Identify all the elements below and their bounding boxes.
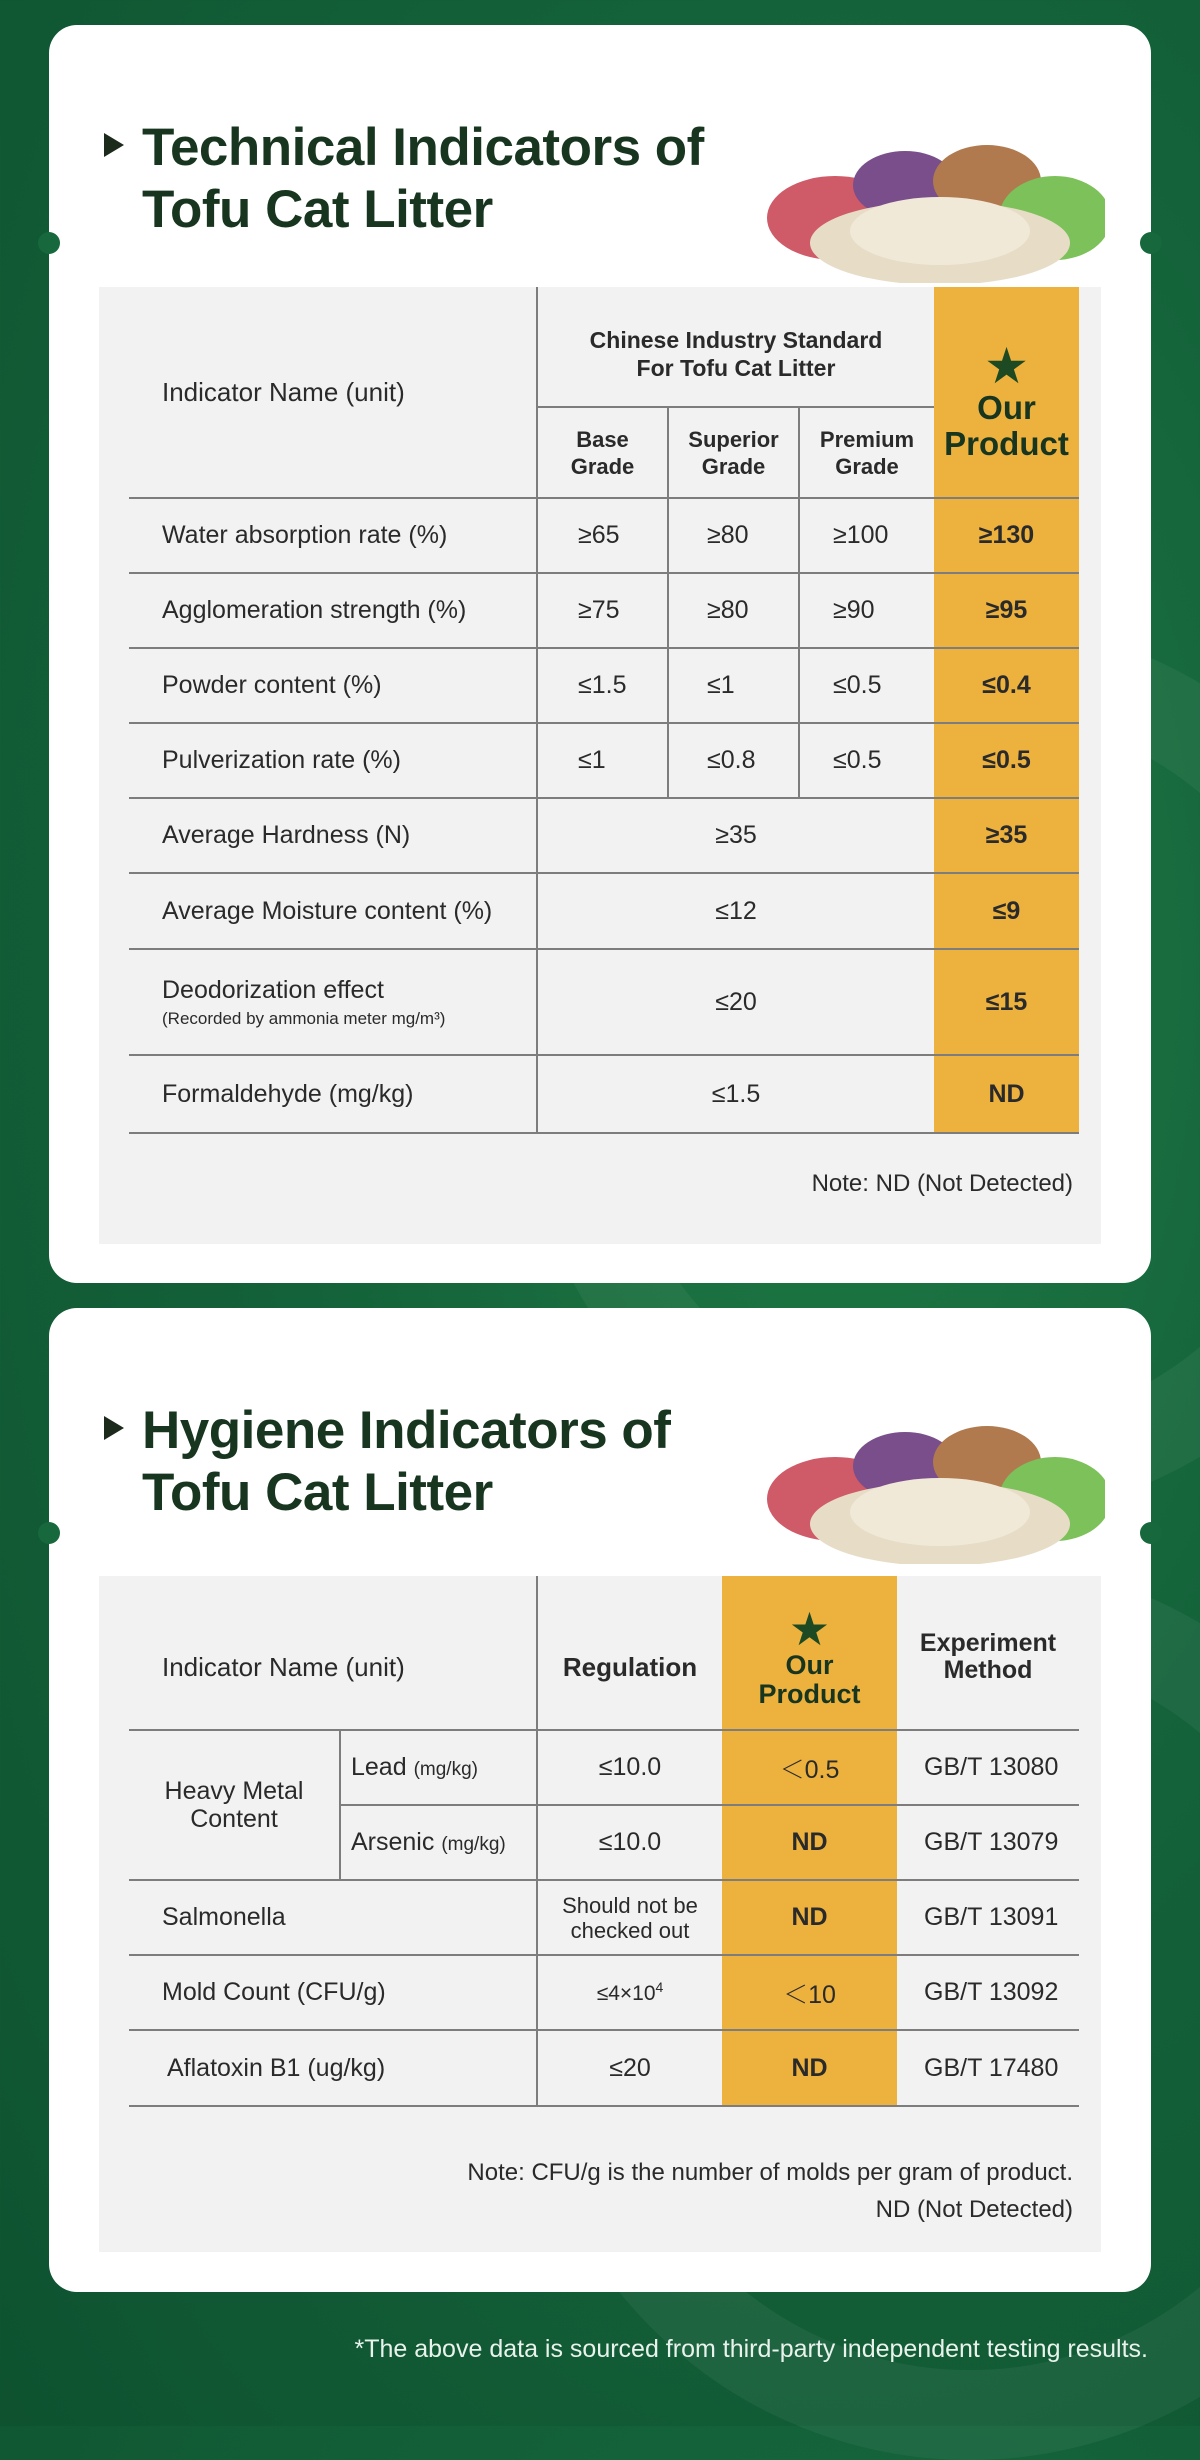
lead-regulation: ≤10.0 bbox=[537, 1730, 722, 1805]
row-base: ≤1 bbox=[537, 723, 668, 798]
card-notch bbox=[1140, 232, 1162, 254]
table-row bbox=[129, 1055, 1079, 1133]
cat-litter-pile-image bbox=[765, 1404, 1105, 1564]
heavy-metal-label: Heavy Metal Content bbox=[129, 1730, 340, 1880]
lead-method: GB/T 13080 bbox=[897, 1730, 1079, 1805]
row-premium: ≤0.5 bbox=[799, 648, 934, 723]
header-base-grade: Base Grade bbox=[537, 407, 668, 498]
hygiene-table-panel bbox=[99, 1576, 1101, 2252]
row-premium: ≥100 bbox=[799, 498, 934, 573]
hygiene-title-line1: Hygiene Indicators of bbox=[142, 1401, 671, 1460]
technical-note: Note: ND (Not Detected) bbox=[811, 1170, 1073, 1197]
table-row bbox=[129, 648, 1079, 723]
arsenic-our-value: ND bbox=[722, 1805, 897, 1880]
table-row bbox=[129, 1880, 1079, 1955]
header-experiment-method: Experiment Method bbox=[897, 1576, 1079, 1730]
table-row bbox=[129, 2030, 1079, 2106]
salmonella-regulation: Should not be checked out bbox=[537, 1880, 722, 1955]
header-our-product: ★ Our Product bbox=[722, 1576, 897, 1730]
row-superior: ≥80 bbox=[668, 573, 799, 648]
row-name: Average Moisture content (%) bbox=[129, 873, 537, 949]
row-standard: ≥35 bbox=[537, 798, 934, 873]
hygiene-indicators-card bbox=[49, 1308, 1151, 2292]
table-row bbox=[129, 798, 1079, 873]
header-industry-standard: Chinese Industry Standard For Tofu Cat Litter bbox=[537, 287, 934, 407]
technical-title-line1: Technical Indicators of bbox=[142, 118, 704, 177]
row-name: Powder content (%) bbox=[129, 648, 537, 723]
table-row bbox=[129, 573, 1079, 648]
row-name: Formaldehyde (mg/kg) bbox=[129, 1055, 537, 1133]
header-premium-grade: Premium Grade bbox=[799, 407, 934, 498]
row-name: Water absorption rate (%) bbox=[129, 498, 537, 573]
table-row bbox=[129, 498, 1079, 573]
card-notch bbox=[38, 1522, 60, 1544]
aflatoxin-our-value: ND bbox=[722, 2030, 897, 2106]
technical-table bbox=[129, 287, 1079, 1134]
header-superior-grade: Superior Grade bbox=[668, 407, 799, 498]
row-our-value: ≥35 bbox=[934, 798, 1079, 873]
row-name: Pulverization rate (%) bbox=[129, 723, 537, 798]
aflatoxin-method: GB/T 17480 bbox=[897, 2030, 1079, 2106]
row-our-value: ND bbox=[934, 1055, 1079, 1133]
row-our-value: ≤9 bbox=[934, 873, 1079, 949]
hygiene-note: Note: CFU/g is the number of molds per gram of product. ND (Not Detected) bbox=[467, 2159, 1073, 2223]
row-base: ≤1.5 bbox=[537, 648, 668, 723]
row-base: ≥75 bbox=[537, 573, 668, 648]
mold-regulation: $\le 4\times 10^4$ bbox=[537, 1955, 722, 2030]
salmonella-our-value: ND bbox=[722, 1880, 897, 1955]
row-standard: ≤12 bbox=[537, 873, 934, 949]
lead-name: Lead (mg/kg) bbox=[340, 1730, 537, 1805]
header-indicator-name: Indicator Name (unit) bbox=[129, 287, 537, 498]
technical-title bbox=[104, 117, 704, 241]
row-superior: ≤1 bbox=[668, 648, 799, 723]
salmonella-method: GB/T 13091 bbox=[897, 1880, 1079, 1955]
card-notch bbox=[1140, 1522, 1162, 1544]
row-base: ≥65 bbox=[537, 498, 668, 573]
row-our-value: ≥130 bbox=[934, 498, 1079, 573]
table-row bbox=[129, 1730, 1079, 1805]
star-icon: ★ bbox=[788, 1602, 831, 1655]
star-icon: ★ bbox=[984, 338, 1029, 394]
row-superior: ≥80 bbox=[668, 498, 799, 573]
row-name: Agglomeration strength (%) bbox=[129, 573, 537, 648]
table-row bbox=[129, 873, 1079, 949]
hygiene-title-line2: Tofu Cat Litter bbox=[142, 1463, 493, 1522]
cat-litter-pile-image bbox=[765, 123, 1105, 283]
technical-indicators-card bbox=[49, 25, 1151, 1283]
aflatoxin-regulation: ≤20 bbox=[537, 2030, 722, 2106]
triangle-bullet-icon bbox=[104, 1416, 124, 1440]
data-source-footnote: *The above data is sourced from third-party independent testing results. bbox=[354, 2335, 1148, 2363]
row-name: Deodorization effect (Recorded by ammonia meter mg/m³) bbox=[129, 949, 537, 1055]
aflatoxin-name: Aflatoxin B1 (ug/kg) bbox=[129, 2030, 537, 2106]
arsenic-name: Arsenic (mg/kg) bbox=[340, 1805, 537, 1880]
table-row bbox=[129, 949, 1079, 1055]
row-our-value: ≥95 bbox=[934, 573, 1079, 648]
triangle-bullet-icon bbox=[104, 133, 124, 157]
row-premium: ≤0.5 bbox=[799, 723, 934, 798]
row-our-value: ≤0.5 bbox=[934, 723, 1079, 798]
row-superior: ≤0.8 bbox=[668, 723, 799, 798]
arsenic-regulation: ≤10.0 bbox=[537, 1805, 722, 1880]
table-row bbox=[129, 723, 1079, 798]
table-row bbox=[129, 1955, 1079, 2030]
header-our-product: ★ Our Product bbox=[934, 287, 1079, 498]
row-standard: ≤20 bbox=[537, 949, 934, 1055]
card-notch bbox=[38, 232, 60, 254]
row-name: Average Hardness (N) bbox=[129, 798, 537, 873]
row-our-value: ≤15 bbox=[934, 949, 1079, 1055]
arsenic-method: GB/T 13079 bbox=[897, 1805, 1079, 1880]
salmonella-name: Salmonella bbox=[129, 1880, 537, 1955]
mold-our-value: ＜10 bbox=[722, 1955, 897, 2030]
row-premium: ≥90 bbox=[799, 573, 934, 648]
lead-our-value: ＜0.5 bbox=[722, 1730, 897, 1805]
header-regulation: Regulation bbox=[537, 1576, 722, 1730]
technical-table-panel bbox=[99, 287, 1101, 1244]
header-indicator-name: Indicator Name (unit) bbox=[129, 1576, 537, 1730]
row-standard: ≤1.5 bbox=[537, 1055, 934, 1133]
row-our-value: ≤0.4 bbox=[934, 648, 1079, 723]
row-name-sub: (Recorded by ammonia meter mg/m³) bbox=[162, 1008, 446, 1028]
mold-method: GB/T 13092 bbox=[897, 1955, 1079, 2030]
technical-title-line2: Tofu Cat Litter bbox=[142, 180, 493, 239]
hygiene-table bbox=[129, 1576, 1079, 2107]
mold-name: Mold Count (CFU/g) bbox=[129, 1955, 537, 2030]
hygiene-title bbox=[104, 1400, 670, 1524]
